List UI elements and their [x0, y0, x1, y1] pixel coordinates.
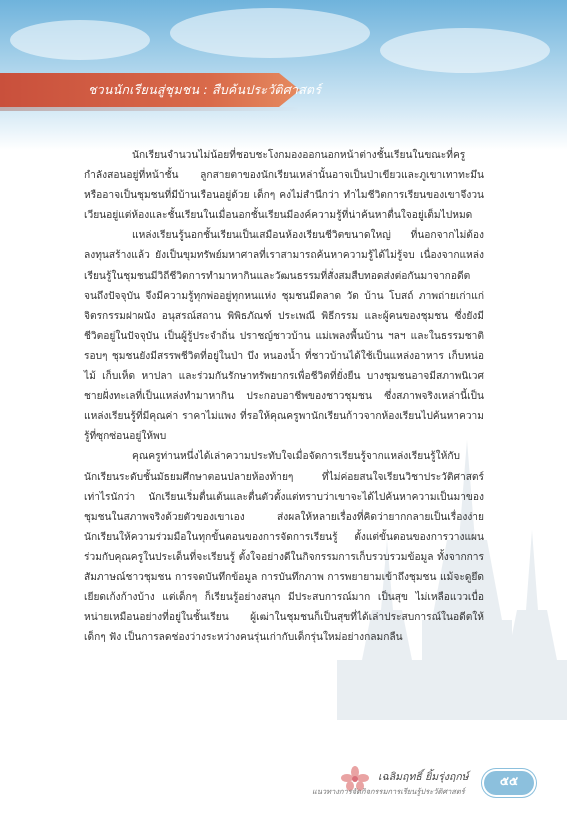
body-paragraph: แหล่งเรียนรู้นอกชั้นเรียนเป็นเสมือนห้องเรียนชีวิตขนาดใหญ่ ที่นอกจากไม่ต้องลงทุนสร้างแล้ว ยังเป็นขุมทรัพย์มหาศาลที่เราสามารถค้นหาความรู้ได้ไม่รู้จบ เนื่องจากแหล่งเรียนรู้ในชุมชนมีวิถีชีวิตการทำมาหากินและวัฒนธรรมที่สั่งสมสืบทอดส่งต่อกันมาจากอดีตจนถึงปัจจุบัน จึงมีความรู้ทุกพ่ออยู่ทุกหนแห่ง ชุมชนมีตลาด วัด บ้าน โบสถ์ ภาพถ่ายเก่าแก่ จิตรกรรมฝาผนัง อนุสรณ์สถาน พิพิธภัณฑ์ ประเพณี พิธีกรรม และผู้คนของชุมชน ซึ่งยังมีชีวิตอยู่ในปัจจุบัน เป็นผู้รู้ประจำถิ่น ปราชญ์ชาวบ้าน แม่เพลงพื้นบ้าน ฯลฯ และในธรรมชาติรอบๆ ชุมชนยังมีสรรพชีวิตที่อยู่ในป่า บึง หนองน้ำ ที่ชาวบ้านได้ใช้เป็นแหล่งอาหาร เก็บหน่อไม้ เก็บเห็ด หาปลา และร่วมกันรักษาทรัพยากรเพื่อชีวิตที่ยั่งยืน บางชุมชนอาจมีสภาพนิเวศชายฝั่งทะเลที่เป็นแหล่งทำมาหากิน ประกอบอาชีพของชาวชุมชน ซึ่งสภาพจริงเหล่านี้เป็นแหล่งเรียนรู้ที่มีคุณค่า ราคาไม่แพง ที่รอให้คุณครูพานักเรียนก้าวจากห้องเรียนไปค้นหาความรู้ที่ซุกซ่อนอยู่ให้พบ	[84, 230, 484, 443]
section-title: ชวนนักเรียนสู่ชุมชน : สืบค้นประวัติศาสตร์	[88, 82, 322, 97]
section-title-band-shadow	[0, 107, 300, 111]
body-paragraph: นักเรียนจำนวนไม่น้อยที่ชอบชะโงกมองออกนอกหน้าต่างชั้นเรียนในขณะที่ครูกำลังสอนอยู่ที่หน้าชั้น ลูกสายตาของนักเรียนเหล่านั้นอาจเป็นป่าเขียวและภูเขาเทาทะมึน หรืออาจเป็นชุมชนที่มีบ้านเรือนอยู่ด้วย เด็กๆ คงไม่สำนึกว่า ทำไมชีวิตการเรียนของเขาจึงวนเวียนอยู่แต่ห้องและชั้นเรียนในเมื่อนอกชั้นเรียนมีองค์ความรู้ที่น่าค้นหาตื่นใจอยู่เต็มไปหมด	[84, 150, 484, 222]
page-number: ๕๕	[499, 774, 519, 788]
footer-author: เฉลิมฤทธิ์ ยิ้มรุ่งฤกษ์	[378, 771, 469, 783]
footer-subtitle: แนวทางการจัดกิจกรรมการเรียนรู้ประวัติศาสตร์	[312, 787, 465, 796]
body-text	[84, 146, 484, 648]
cloud-decoration	[380, 28, 550, 73]
cloud-decoration	[170, 8, 370, 58]
cloud-decoration	[10, 20, 150, 60]
body-paragraph: คุณครูท่านหนึ่งได้เล่าความประทับใจเมื่อจัดการเรียนรู้จากแหล่งเรียนรู้ให้กับนักเรียนระดับชั้นมัธยมศึกษาตอนปลายห้องท้ายๆ ที่ไม่ค่อยสนใจเรียนวิชาประวัติศาสตร์เท่าไรนักว่า นักเรียนเริ่มตื่นเต้นและตื่นตัวตั้งแต่ทราบว่าเขาจะได้ไปค้นหาความเป็นมาของชุมชนในสภาพจริงด้วยตัวของเขาเอง ส่งผลให้หลายเรื่องที่คิดว่ายากกลายเป็นเรื่องง่าย นักเรียนให้ความร่วมมือในทุกขั้นตอนของการจัดการเรียนรู้ ตั้งแต่ขั้นตอนของการวางแผนร่วมกับคุณครูในประเด็นที่จะเรียนรู้ ตั้งใจอย่างดีในกิจกรรมการเก็บรวบรวมข้อมูล ทั้งจากการสัมภาษณ์ชาวชุมชน การจดบันทึกข้อมูล การบันทึกภาพ การพยายามเข้าถึงชุมชน แม้จะดูยึดเยียดเก้งก้างบ้าง แต่เด็กๆ ก็เรียนรู้อย่างสนุก มีประสบการณ์มาก เป็นสุข ไม่เหลือแววเบื่อหน่ายเหมือนอย่างที่อยู่ในชั้นเรียน ผู้เฒ่าในชุมชนก็เป็นสุขที่ได้เล่าประสบการณ์ในอดีตให้เด็กๆ ฟัง เป็นการลดช่องว่างระหว่างคนรุ่นเก่ากับเด็กรุ่นใหม่อย่างกลมกลืน	[84, 451, 484, 644]
